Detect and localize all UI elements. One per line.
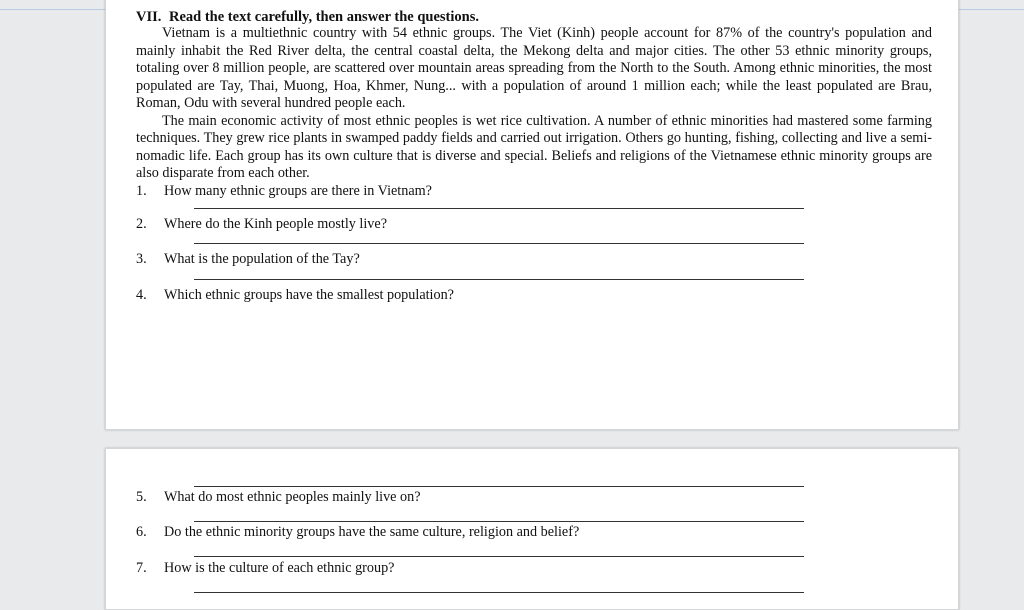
question-text: How many ethnic groups are there in Vietnam? (164, 182, 432, 199)
question-1 (136, 183, 432, 200)
answer-line-4[interactable] (194, 486, 804, 487)
reading-paragraph-1: Vietnam is a multiethnic country with 54 ethnic groups. The Viet (Kinh) people account for 87% of the country's population and mainly inhabit the Red River delta, the central coastal delta, the Mekong delta and major cities. The other 53 ethnic minority groups, totaling over 8 million people, are scattered over mountain areas spreading from the North to the South. Among ethnic minorities, the most populated are Tay, Thai, Muong, Hoa, Khmer, Nung... with a population of around 1 million each; while the least populated are Brau, Roman, Odu with several hundred people each. (136, 25, 932, 111)
question-number: 5. (136, 489, 147, 505)
question-text: Where do the Kinh people mostly live? (164, 215, 387, 232)
question-text: Do the ethnic minority groups have the same culture, religion and belief? (164, 524, 580, 540)
answer-line-6[interactable] (194, 556, 804, 557)
exercise-heading (136, 9, 932, 25)
exercise-title: Read the text carefully, then answer the questions. (169, 9, 479, 25)
reading-paragraph-2: The main economic activity of most ethnic peoples is wet rice cultivation. A number of ethnic minorities had mastered some farming techniques. They grew rice plants in swamped paddy fields and carried out irrigation. Others go hunting, fishing, collecting and live a semi-nomadic life. Each group has its own culture that is diverse and special. Beliefs and religions of the Vietnamese ethnic minority groups are also disparate from each other. (136, 112, 932, 181)
document-page-2 (105, 448, 959, 610)
question-number: 2. (136, 215, 147, 232)
answer-line-7[interactable] (194, 592, 804, 593)
answer-line-5[interactable] (194, 521, 804, 522)
question-text: What is the population of the Tay? (164, 250, 360, 267)
question-number: 4. (136, 286, 147, 303)
question-text: How is the culture of each ethnic group? (164, 560, 395, 576)
answer-line-2[interactable] (194, 243, 804, 244)
question-text: What do most ethnic peoples mainly live on? (164, 489, 421, 505)
answer-line-1[interactable] (194, 208, 804, 209)
question-6 (136, 524, 579, 541)
question-text: Which ethnic groups have the smallest population? (164, 286, 454, 303)
question-number: 6. (136, 524, 147, 540)
question-7 (136, 560, 394, 577)
question-3 (136, 251, 360, 268)
question-number: 7. (136, 560, 147, 576)
answer-line-3[interactable] (194, 279, 804, 280)
document-page-1 (105, 0, 959, 430)
question-number: 3. (136, 250, 147, 267)
exercise-number: VII. (136, 9, 162, 25)
question-5 (136, 489, 421, 506)
question-2 (136, 216, 387, 233)
question-number: 1. (136, 182, 147, 199)
question-4 (136, 287, 454, 304)
page-1-content (136, 9, 932, 303)
